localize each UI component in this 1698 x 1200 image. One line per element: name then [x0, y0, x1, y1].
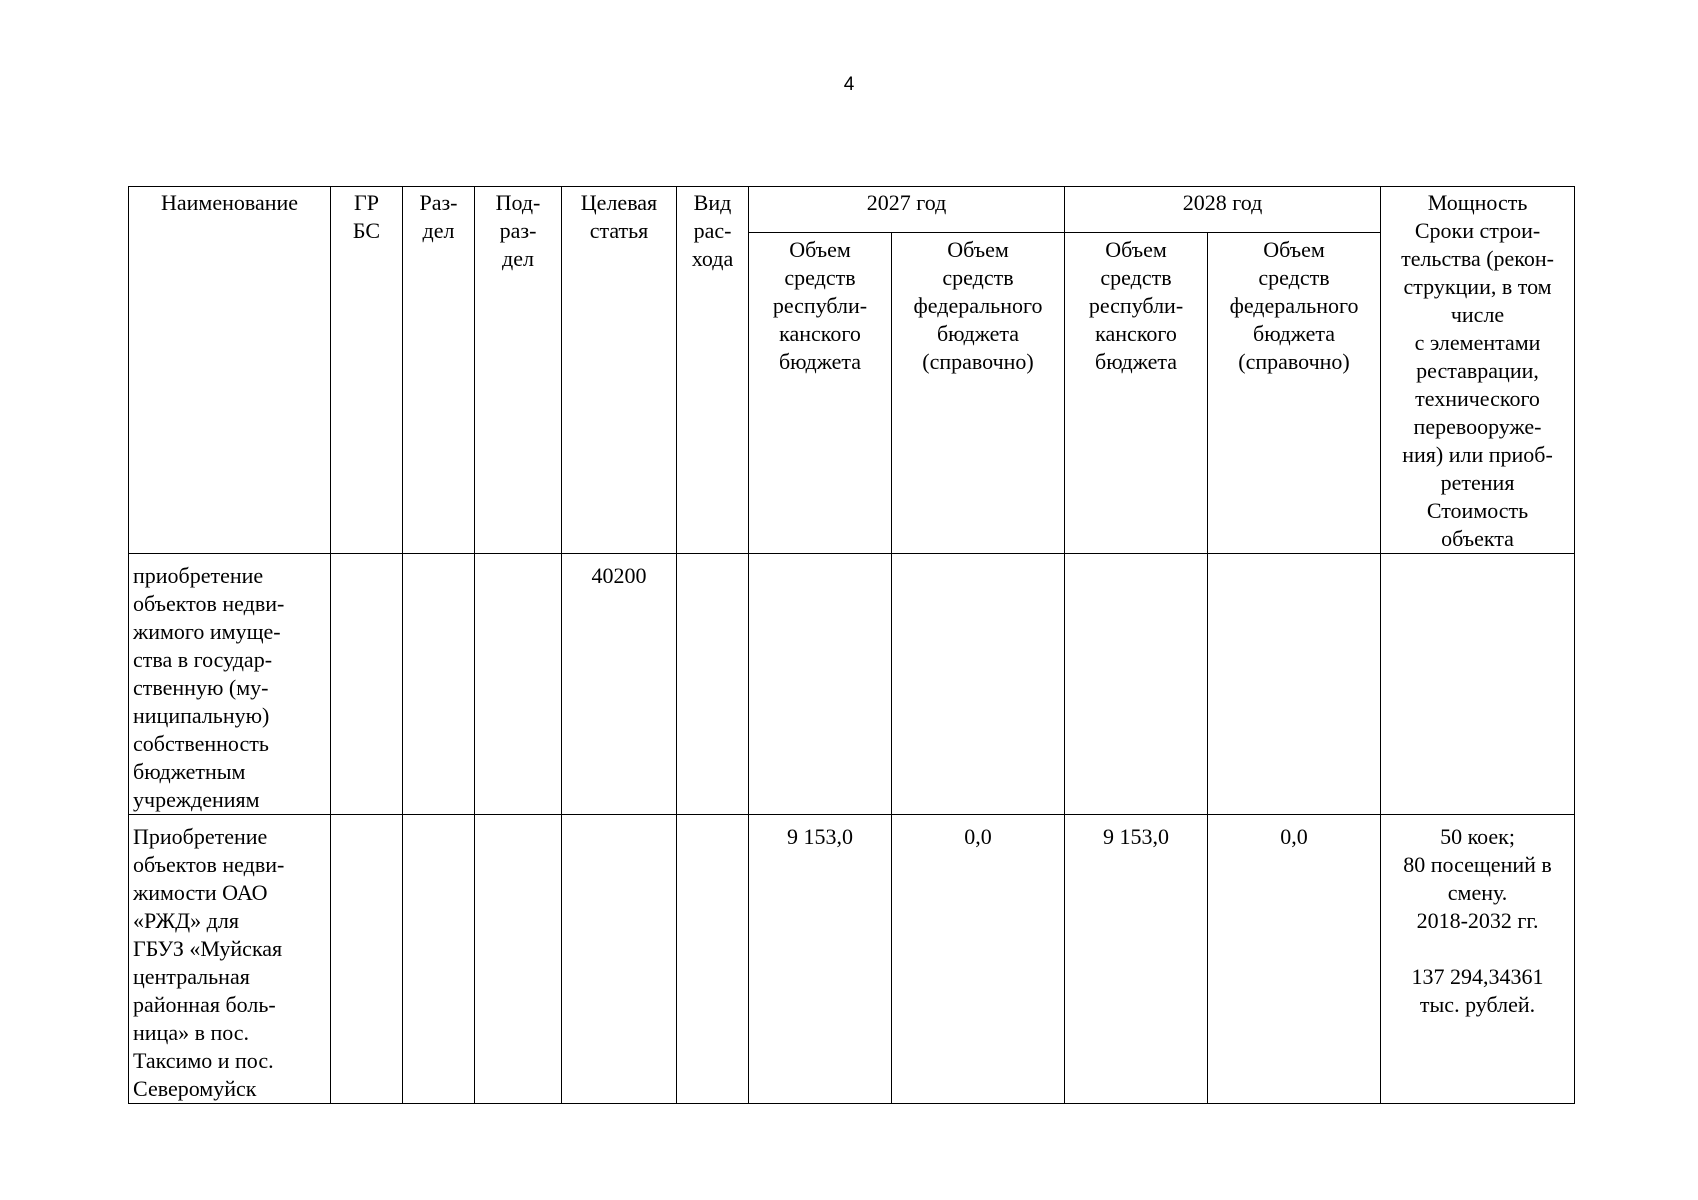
- row-grbs: [331, 554, 403, 815]
- header-year-2028: 2028 год: [1065, 187, 1381, 233]
- row-tselevaya-statya: 40200: [562, 554, 677, 815]
- header-2028-federal: Объем средств федерального бюджета (справочно): [1208, 232, 1381, 553]
- header-podrazdel: Под- раз- дел: [475, 187, 562, 554]
- row-2028-republic: [1065, 554, 1208, 815]
- table-row: [129, 815, 1575, 1104]
- row-vid-raskhoda: [677, 554, 749, 815]
- row-podrazdel: [475, 554, 562, 815]
- row-tselevaya-statya: [562, 815, 677, 1104]
- header-row-1: [129, 187, 1575, 233]
- row-power: [1381, 554, 1575, 815]
- row-2027-republic: [749, 554, 892, 815]
- row-2028-federal: [1208, 554, 1381, 815]
- row-2028-republic: 9 153,0: [1065, 815, 1208, 1104]
- row-podrazdel: [475, 815, 562, 1104]
- row-grbs: [331, 815, 403, 1104]
- row-name: приобретение объектов недви- жимого имуще- ства в государ- ственную (му- ниципальную) собственность бюджетным учреждениям: [129, 554, 331, 815]
- header-power: Мощность Сроки строи- тельства (рекон- струкции, в том числе с элементами реставрации, технического перевооруже- ния) или приоб- ретения Стоимость объекта: [1381, 187, 1575, 554]
- budget-table: [128, 186, 1575, 1104]
- row-name: Приобретение объектов недви- жимости ОАО «РЖД» для ГБУЗ «Муйская центральная районная боль- ница» в пос. Таксимо и пос. Северомуйск: [129, 815, 331, 1104]
- table-row: [129, 554, 1575, 815]
- row-vid-raskhoda: [677, 815, 749, 1104]
- header-2028-republic: Объем средств республи- канского бюджета: [1065, 232, 1208, 553]
- row-2027-republic: 9 153,0: [749, 815, 892, 1104]
- row-razdel: [403, 554, 475, 815]
- header-grbs: ГР БС: [331, 187, 403, 554]
- header-tselevaya-statya: Целевая статья: [562, 187, 677, 554]
- row-2027-federal: [892, 554, 1065, 815]
- header-2027-federal: Объем средств федерального бюджета (справочно): [892, 232, 1065, 553]
- header-2027-republic: Объем средств республи- канского бюджета: [749, 232, 892, 553]
- header-name: Наименование: [129, 187, 331, 554]
- row-razdel: [403, 815, 475, 1104]
- header-razdel: Раз- дел: [403, 187, 475, 554]
- header-vid-raskhoda: Вид рас- хода: [677, 187, 749, 554]
- row-2027-federal: 0,0: [892, 815, 1065, 1104]
- row-2028-federal: 0,0: [1208, 815, 1381, 1104]
- header-year-2027: 2027 год: [749, 187, 1065, 233]
- page-number: 4: [843, 74, 855, 95]
- row-power: 50 коек; 80 посещений в смену. 2018-2032 гг. 137 294,34361 тыс. рублей.: [1381, 815, 1575, 1104]
